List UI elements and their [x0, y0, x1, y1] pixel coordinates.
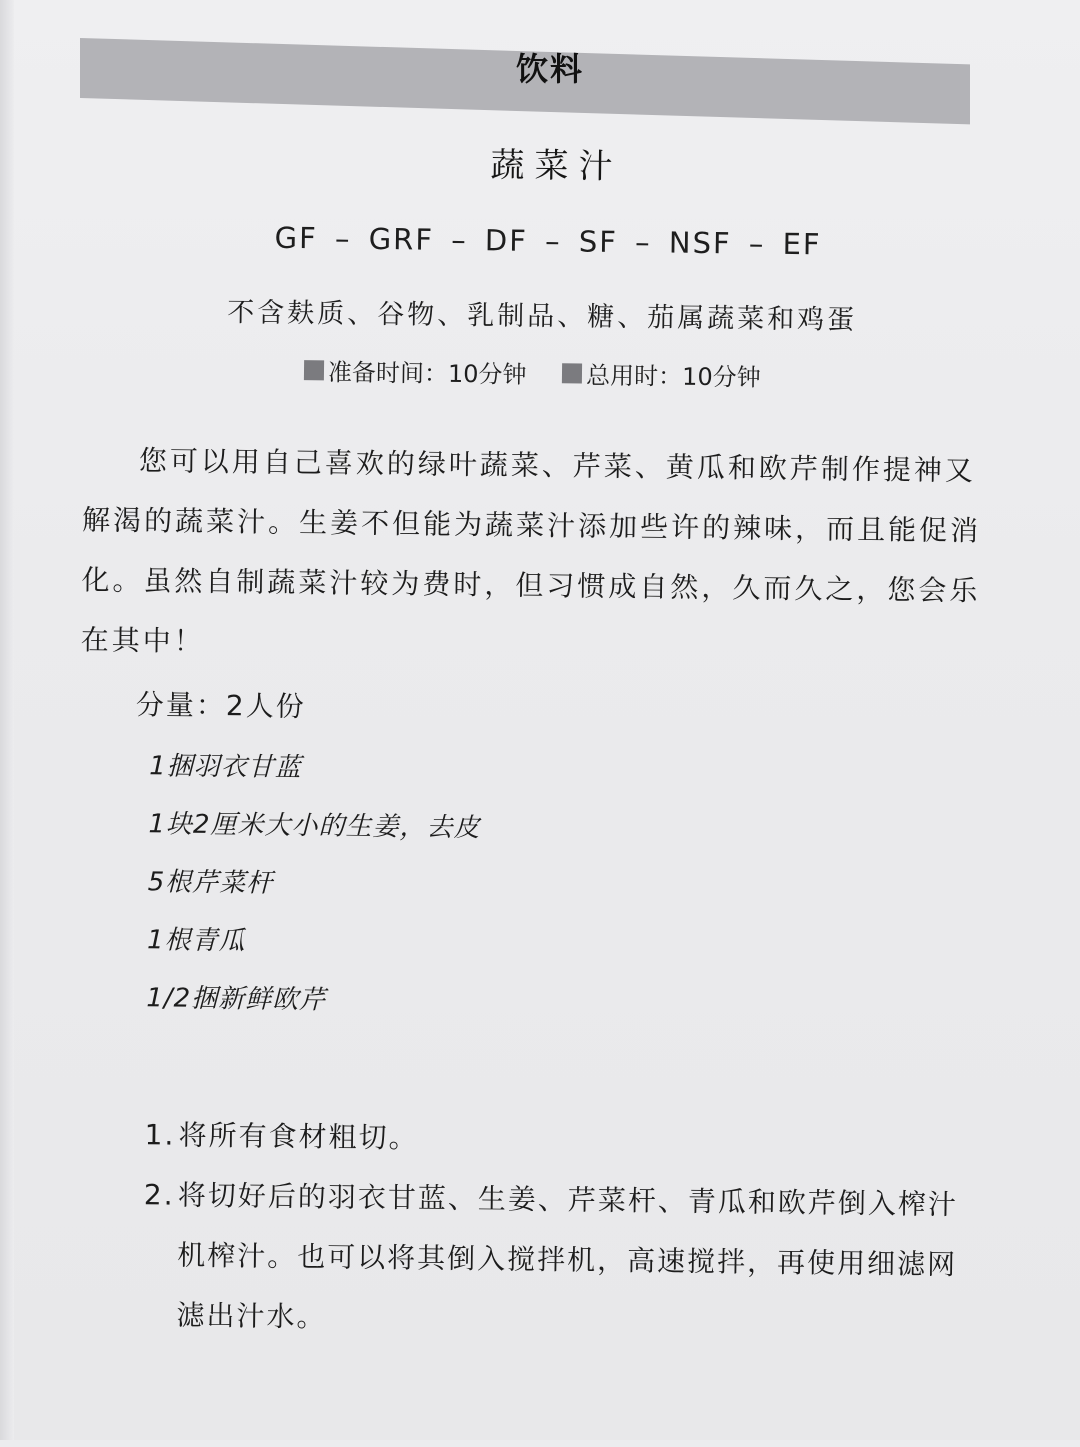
ingredient-list: [146, 745, 482, 1039]
step-text: 将所有食材粗切。: [178, 1118, 419, 1155]
ingredient-item: 1/2捆新鲜欧芹: [146, 983, 327, 1016]
total-time: [562, 355, 761, 392]
servings: 分量：2人份: [135, 688, 306, 724]
recipe-intro: 您可以用自己喜欢的绿叶蔬菜、芹菜、黄瓜和欧芹制作提神又解渴的蔬菜汁。生姜不但能为蔬菜汁添加些许的辣味，而且能促消化。虽然自制蔬菜汁较为费时，但习惯成自然，久而久之，您会乐在其中！: [80, 444, 982, 658]
square-bullet-icon: [562, 363, 582, 383]
ingredient-item: 5根芹菜杆: [147, 867, 274, 899]
prep-time: [304, 352, 527, 390]
step-item: [142, 1165, 984, 1355]
total-time-text: 总用时：10分钟: [585, 361, 761, 392]
ingredient-item: 1根青瓜: [146, 925, 246, 957]
square-bullet-icon: [304, 360, 324, 380]
step-item: [144, 1105, 985, 1175]
ingredient-item: 1块2厘米大小的生姜，去皮: [148, 809, 481, 844]
step-number: 2.: [143, 1178, 175, 1212]
step-list: [142, 1105, 985, 1355]
time-info: [304, 352, 864, 394]
free-of-description: 不含麸质、谷物、乳制品、糖、茄属蔬菜和鸡蛋: [227, 297, 858, 336]
diet-codes: GF – GRF – DF – SF – NSF – EF: [274, 220, 822, 262]
recipe-title: 蔬菜汁: [490, 145, 623, 187]
section-title: 饮料: [515, 50, 584, 88]
step-text: 将切好后的羽衣甘蓝、生姜、芹菜杆、青瓜和欧芹倒入榨汁机榨汁。也可以将其倒入搅拌机，高速搅拌，再使用细滤网滤出汁水。: [176, 1178, 959, 1334]
ingredient-item: 1捆羽衣甘蓝: [148, 751, 302, 784]
step-number: 1.: [144, 1118, 176, 1152]
prep-time-text: 准备时间：10分钟: [327, 358, 527, 389]
